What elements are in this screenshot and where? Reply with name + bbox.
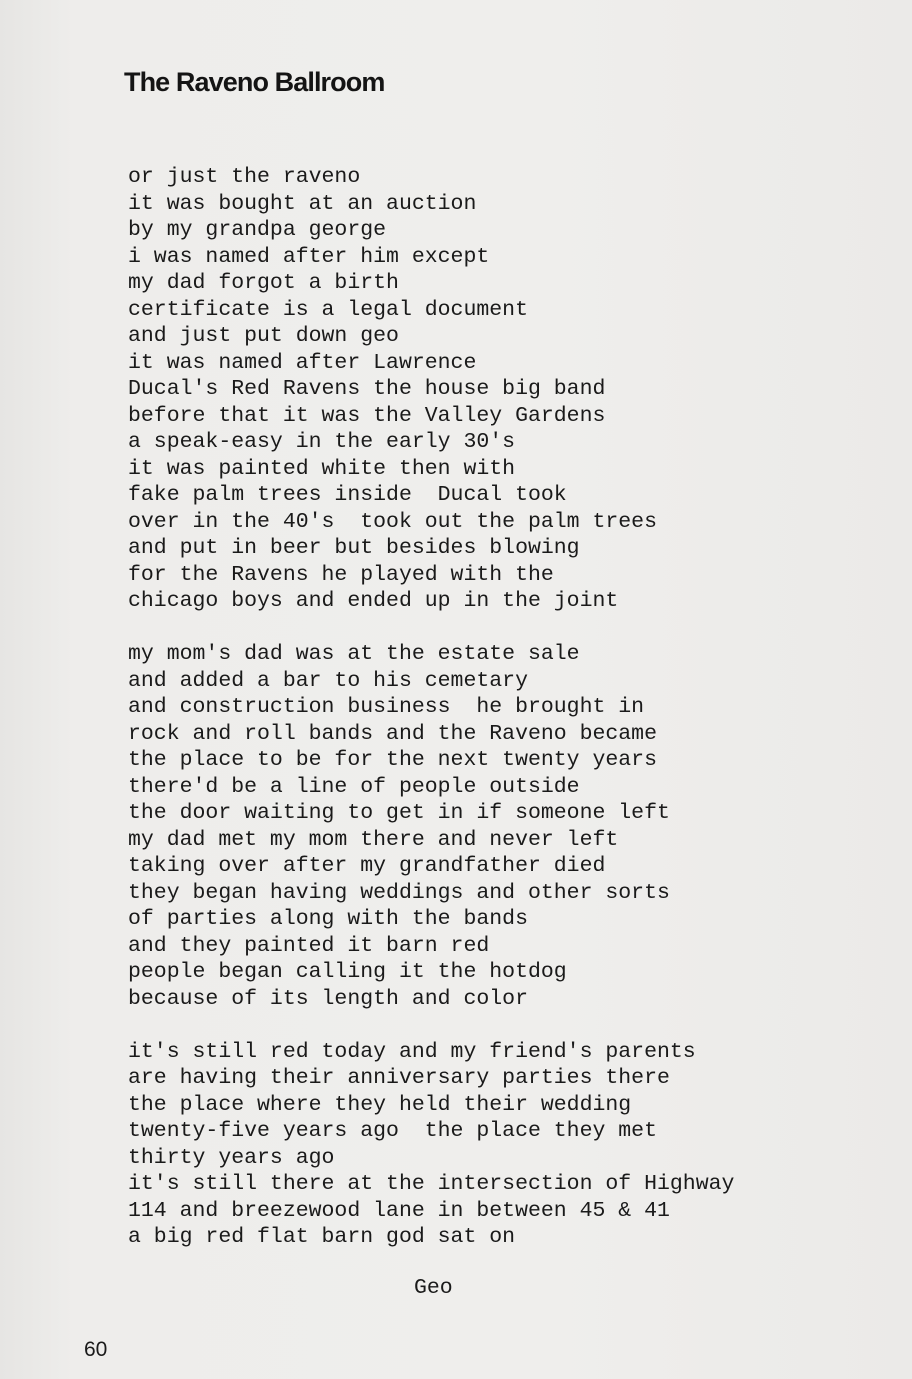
poem-line: the place where they held their wedding	[128, 1092, 632, 1117]
poem-line: the door waiting to get in if someone left	[128, 801, 670, 825]
stanza-2	[128, 641, 848, 1012]
page-number: 60	[84, 1338, 108, 1361]
poem-line: it was named after Lawrence	[128, 350, 477, 375]
poem-line: it's still red today and my friend's parents	[128, 1039, 696, 1064]
poem-line: over in the 40's took out the palm trees	[128, 509, 657, 534]
poem-line: certificate is a legal document	[128, 297, 528, 322]
poem-line: a big red flat barn god sat on	[128, 1225, 516, 1249]
poem-line: by my grandpa george	[128, 218, 387, 242]
poem-line: 114 and breezewood lane in between 45 & 41	[128, 1198, 670, 1223]
poem-line: my mom's dad was at the estate sale	[128, 642, 580, 666]
poem-line: thirty years ago	[128, 1145, 335, 1170]
author-signature: Geo	[414, 1276, 453, 1300]
poem-line: and just put down geo	[128, 324, 399, 348]
poem-line: and added a bar to his cemetary	[128, 668, 528, 693]
poem-line: because of its length and color	[128, 986, 528, 1011]
poem-line: my dad forgot a birth	[128, 271, 399, 295]
poem-line: of parties along with the bands	[128, 907, 528, 931]
poem-line: twenty-five years ago the place they met	[128, 1119, 657, 1143]
stanza-1	[128, 164, 848, 615]
poem-line: my dad met my mom there and never left	[128, 827, 619, 852]
poem-line: a speak-easy in the early 30's	[128, 430, 516, 454]
poem-line: Ducal's Red Ravens the house big band	[128, 377, 606, 401]
poem-line: i was named after him except	[128, 244, 490, 269]
poem-line: before that it was the Valley Gardens	[128, 403, 606, 428]
poem-line: taking over after my grandfather died	[128, 854, 606, 878]
poem-line: the place to be for the next twenty years	[128, 748, 657, 772]
poem-line: it was bought at an auction	[128, 191, 477, 216]
poem-line: people began calling it the hotdog	[128, 960, 567, 984]
poem-body	[128, 164, 848, 1251]
poem-line: they began having weddings and other sorts	[128, 880, 670, 905]
poem-line: rock and roll bands and the Raveno became	[128, 721, 657, 746]
stanza-3	[128, 1039, 848, 1251]
poem-line: and they painted it barn red	[128, 933, 490, 958]
poem-line: there'd be a line of people outside	[128, 774, 580, 799]
poem-line: fake palm trees inside Ducal took	[128, 483, 567, 507]
poem-line: are having their anniversary parties there	[128, 1066, 670, 1090]
poem-line: it's still there at the intersection of Highway	[128, 1172, 735, 1196]
poem-line: for the Ravens he played with the	[128, 562, 554, 587]
poem-line: it was painted white then with	[128, 456, 516, 481]
poem-line: and construction business he brought in	[128, 695, 645, 719]
poem-title: The Raveno Ballroom	[124, 67, 385, 97]
poem-line: or just the raveno	[128, 165, 361, 189]
poem-line: chicago boys and ended up in the joint	[128, 589, 619, 613]
poem-line: and put in beer but besides blowing	[128, 536, 580, 560]
